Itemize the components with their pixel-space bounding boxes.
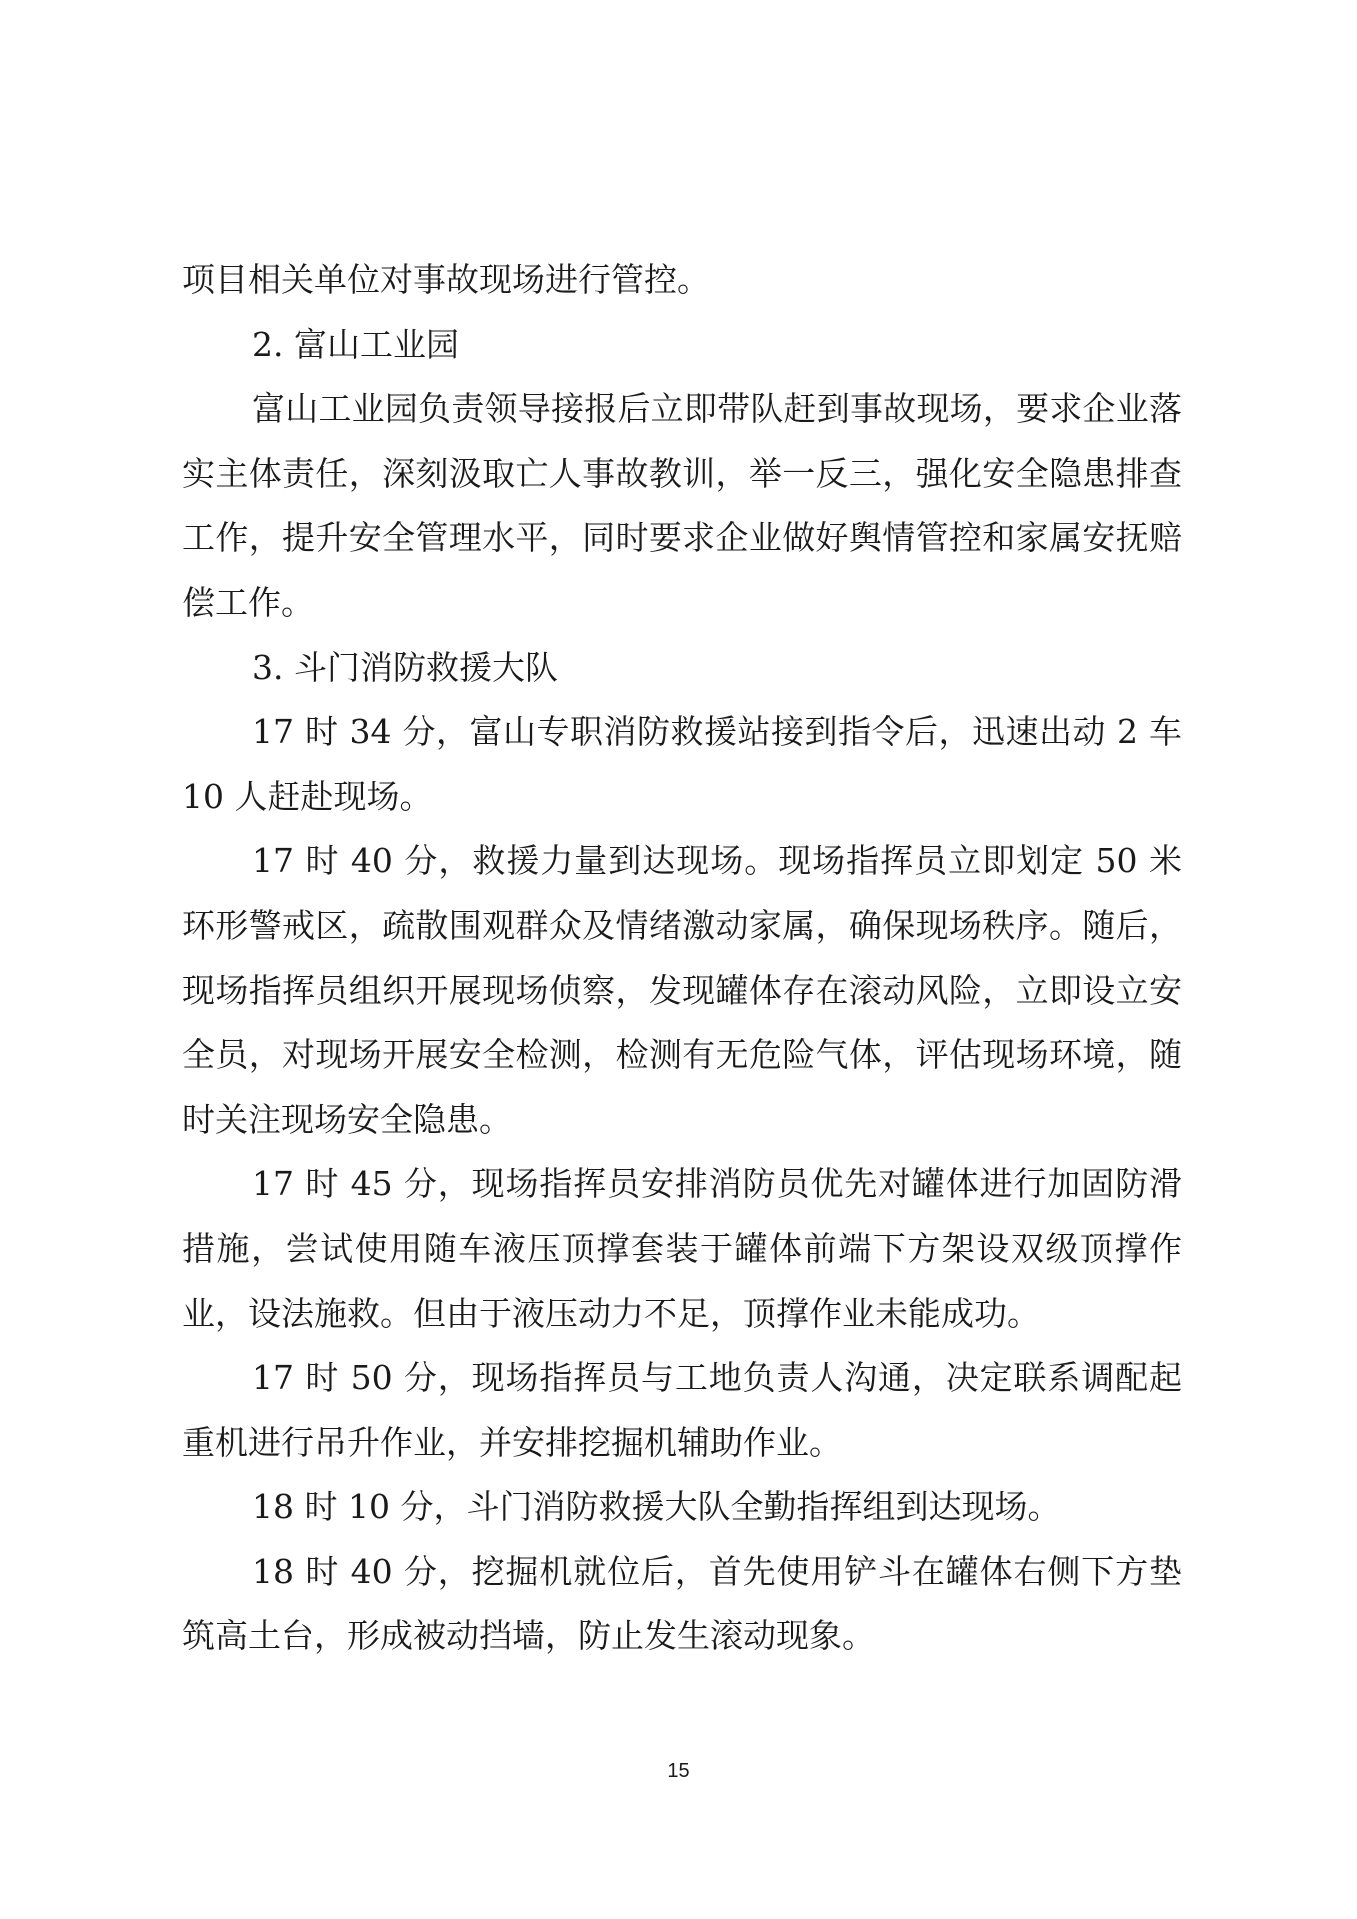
paragraph-1745-stabilization: 17 时 45 分，现场指挥员安排消防员优先对罐体进行加固防滑措施，尝试使用随车液压顶撑套装于罐体前端下方架设双级顶撑作业，设法施救。但由于液压动力不足，顶撑作业未能成功。: [182, 1164, 1182, 1333]
paragraph-fushan-response: 富山工业园负责领导接报后立即带队赶到事故现场，要求企业落实主体责任，深刻汲取亡人事故教训，举一反三，强化安全隐患排查工作，提升安全管理水平，同时要求企业做好舆情管控和家属安抚赔偿工作。: [182, 389, 1182, 622]
section-heading-fushan-industrial-park: 2. 富山工业园: [252, 324, 459, 364]
paragraph-1740-arrival: 17 时 40 分，救援力量到达现场。现场指挥员立即划定 50 米环形警戒区，疏散围观群众及情绪激动家属，确保现场秩序。随后，现场指挥员组织开展现场侦察，发现罐体存在滚动风险，立即设立安全员，对现场开展安全检测，检测有无危险气体，评估现场环境，随时关注现场安全隐患。: [182, 841, 1182, 1139]
document-body: [182, 248, 1182, 1669]
paragraph-1750-crane: 17 时 50 分，现场指挥员与工地负责人沟通，决定联系调配起重机进行吊升作业，并安排挖掘机辅助作业。: [182, 1358, 1182, 1462]
paragraph-1734-dispatch: 17 时 34 分，富山专职消防救援站接到指令后，迅速出动 2 车 10 人赶赴现场。: [182, 712, 1182, 816]
paragraph-1840-excavator: 18 时 40 分，挖掘机就位后，首先使用铲斗在罐体右侧下方垫筑高土台，形成被动挡墙，防止发生滚动现象。: [182, 1551, 1182, 1656]
paragraph-1810-command: 18 时 10 分，斗门消防救援大队全勤指挥组到达现场。: [252, 1487, 1061, 1527]
page-number: 15: [667, 1760, 690, 1782]
paragraph-continuation: 项目相关单位对事故现场进行管控。: [182, 260, 710, 299]
section-heading-doumen-fire-rescue: 3. 斗门消防救援大队: [252, 647, 558, 687]
